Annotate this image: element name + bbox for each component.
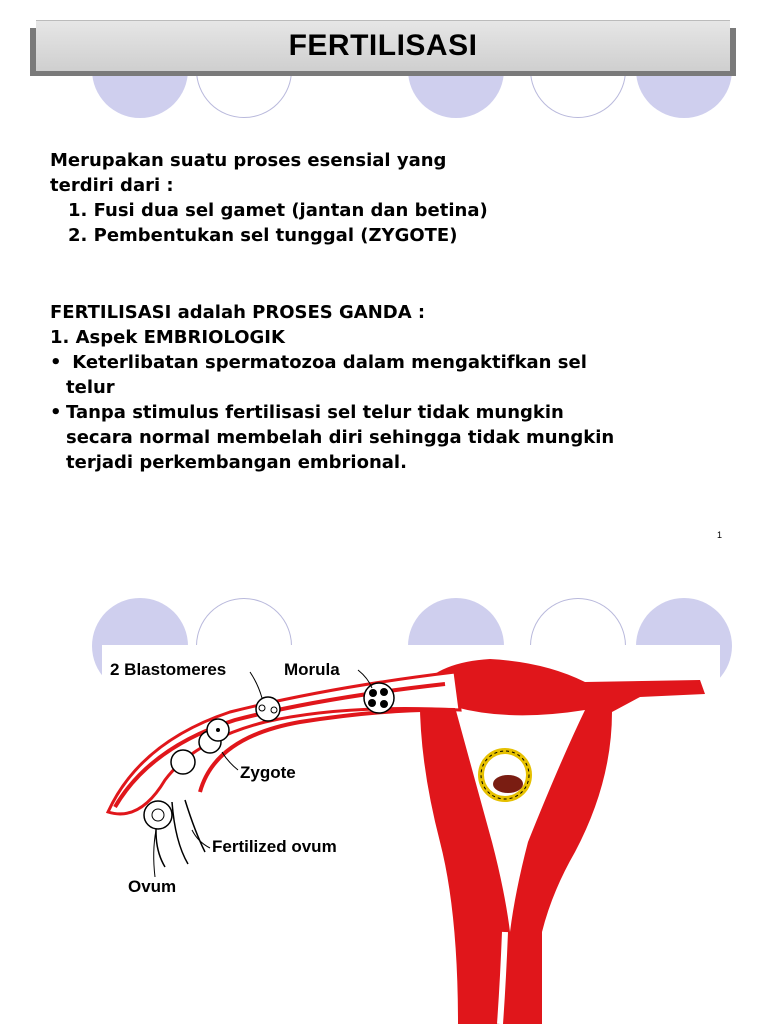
aspect-heading: 1. Aspek EMBRIOLOGIK xyxy=(50,327,285,348)
two-blastomeres-cell xyxy=(256,697,280,721)
label-2-blastomeres: 2 Blastomeres xyxy=(110,660,227,679)
slide-body xyxy=(50,148,740,475)
label-zygote: Zygote xyxy=(240,763,296,782)
label-ovum: Ovum xyxy=(128,877,177,896)
bullet-line: secara normal membelah diri sehingga tidak mungkin xyxy=(66,427,615,448)
label-morula: Morula xyxy=(284,660,340,679)
numbered-item: 1. Fusi dua sel gamet (jantan dan betina) xyxy=(68,200,488,221)
bullet-marker: • xyxy=(50,402,62,423)
intro-line: terdiri dari : xyxy=(50,175,174,196)
fertilization-diagram xyxy=(0,512,768,1024)
slide-2 xyxy=(0,512,768,1024)
bullet-line: terjadi perkembangan embrional. xyxy=(66,452,407,473)
label-fertilized-ovum: Fertilized ovum xyxy=(212,837,337,856)
bullet-item xyxy=(50,350,740,400)
bullet-line: Keterlibatan spermatozoa dalam mengaktifkan sel xyxy=(66,352,587,373)
morula-cell xyxy=(364,683,394,713)
bullet-line: telur xyxy=(66,377,115,398)
ovum-cell xyxy=(144,801,172,829)
title-bar xyxy=(36,20,730,71)
fallopian-tube xyxy=(108,672,460,814)
intro-line: Merupakan suatu proses esensial yang xyxy=(50,150,447,171)
bullet-item xyxy=(50,400,740,475)
bullet-line: Tanpa stimulus fertilisasi sel telur tidak mungkin xyxy=(66,402,564,423)
fertilized-ovum-cell xyxy=(171,750,195,774)
slide-title: FERTILISASI xyxy=(288,29,478,62)
page-number: 1 xyxy=(717,530,723,540)
blastocyst xyxy=(481,751,529,799)
double-process-heading: FERTILISASI adalah PROSES GANDA : xyxy=(50,302,426,323)
bullet-marker: • xyxy=(50,352,62,373)
numbered-item: 2. Pembentukan sel tunggal (ZYGOTE) xyxy=(68,225,458,246)
